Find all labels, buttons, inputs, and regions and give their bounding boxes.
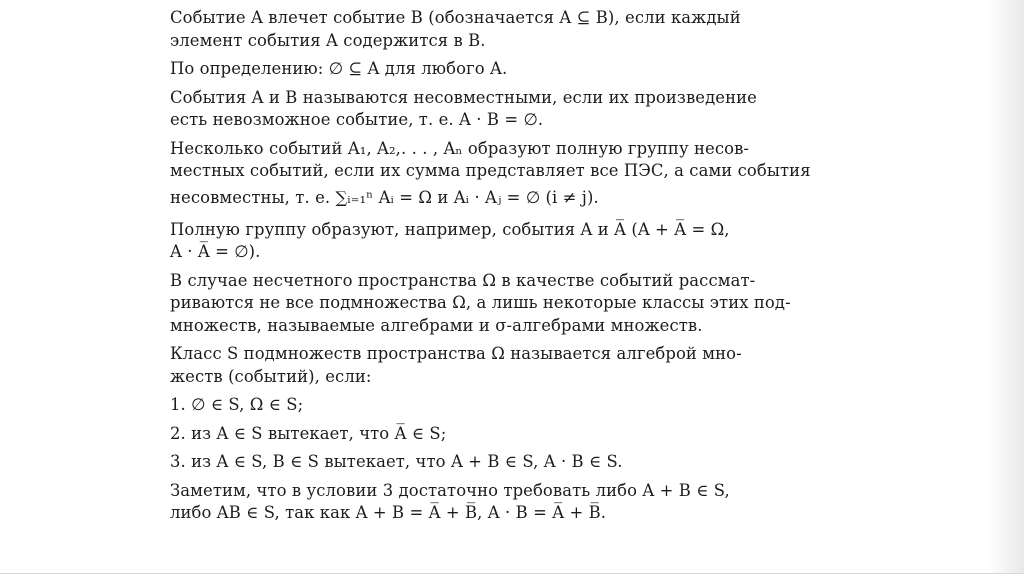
- list-item: 1. ∅ ∈ S, Ω ∈ S;: [170, 395, 304, 414]
- paragraph-uncountable-space: [170, 270, 791, 338]
- text-line: A · A̅ = ∅).: [170, 242, 261, 261]
- text-line: жеств (событий), если:: [170, 366, 372, 386]
- text-line: Полную группу образуют, например, события A и A̅ (A + A̅ = Ω,: [170, 219, 730, 239]
- formula-line: несовместны, т. е. ∑ᵢ₌₁ⁿ Aᵢ = Ω и Aᵢ · Aⱼ = ∅ (i ≠ j).: [170, 187, 599, 207]
- text-line: Класс S подмножеств пространства Ω называется алгеброй мно-: [170, 344, 742, 363]
- text-line: Несколько событий A₁, A₂,. . . , Aₙ образуют полную группу несов-: [170, 138, 750, 158]
- text-line: элемент события A содержится в B.: [170, 30, 486, 50]
- paragraph-algebra-definition: [170, 343, 780, 388]
- list-item: 2. из A ∈ S вытекает, что A̅ ∈ S;: [170, 423, 447, 443]
- paragraph-full-group-example: [170, 219, 780, 264]
- text-line: либо AB ∈ S, так как A + B = A̅ + B̅, A · B = A̅ + B̅.: [170, 503, 607, 522]
- text-line: Заметим, что в условии 3 достаточно требовать либо A + B ∈ S,: [170, 480, 730, 500]
- textbook-page: [170, 7, 811, 531]
- text-line: Событие A влечет событие B (обозначается A ⊆ B), если каждый: [170, 8, 741, 27]
- paragraph-implication: [170, 7, 780, 52]
- page-edge-shadow: [988, 0, 1024, 574]
- text-line: множеств, называемые алгебрами и σ-алгебрами множеств.: [170, 315, 703, 335]
- list-item: 3. из A ∈ S, B ∈ S вытекает, что A + B ∈ S, A · B ∈ S.: [170, 452, 623, 471]
- paragraph-closing-remark: [170, 480, 780, 525]
- text-line: риваются не все подмножества Ω, а лишь некоторые классы этих под-: [170, 293, 791, 312]
- paragraph-incompatible-events: [170, 87, 780, 132]
- text-line: По определению: ∅ ⊆ A для любого A.: [170, 59, 508, 78]
- paragraph-definition-empty-set: [170, 58, 780, 81]
- text-line: События A и B называются несовместными, если их произведение: [170, 87, 757, 107]
- text-line: В случае несчетного пространства Ω в качестве событий рассмат-: [170, 270, 756, 290]
- text-line: есть невозможное событие, т. е. A · B = ∅.: [170, 110, 544, 129]
- paragraph-full-group: [170, 138, 811, 213]
- text-line: местных событий, если их сумма представляет все ПЭС, а сами события: [170, 161, 811, 180]
